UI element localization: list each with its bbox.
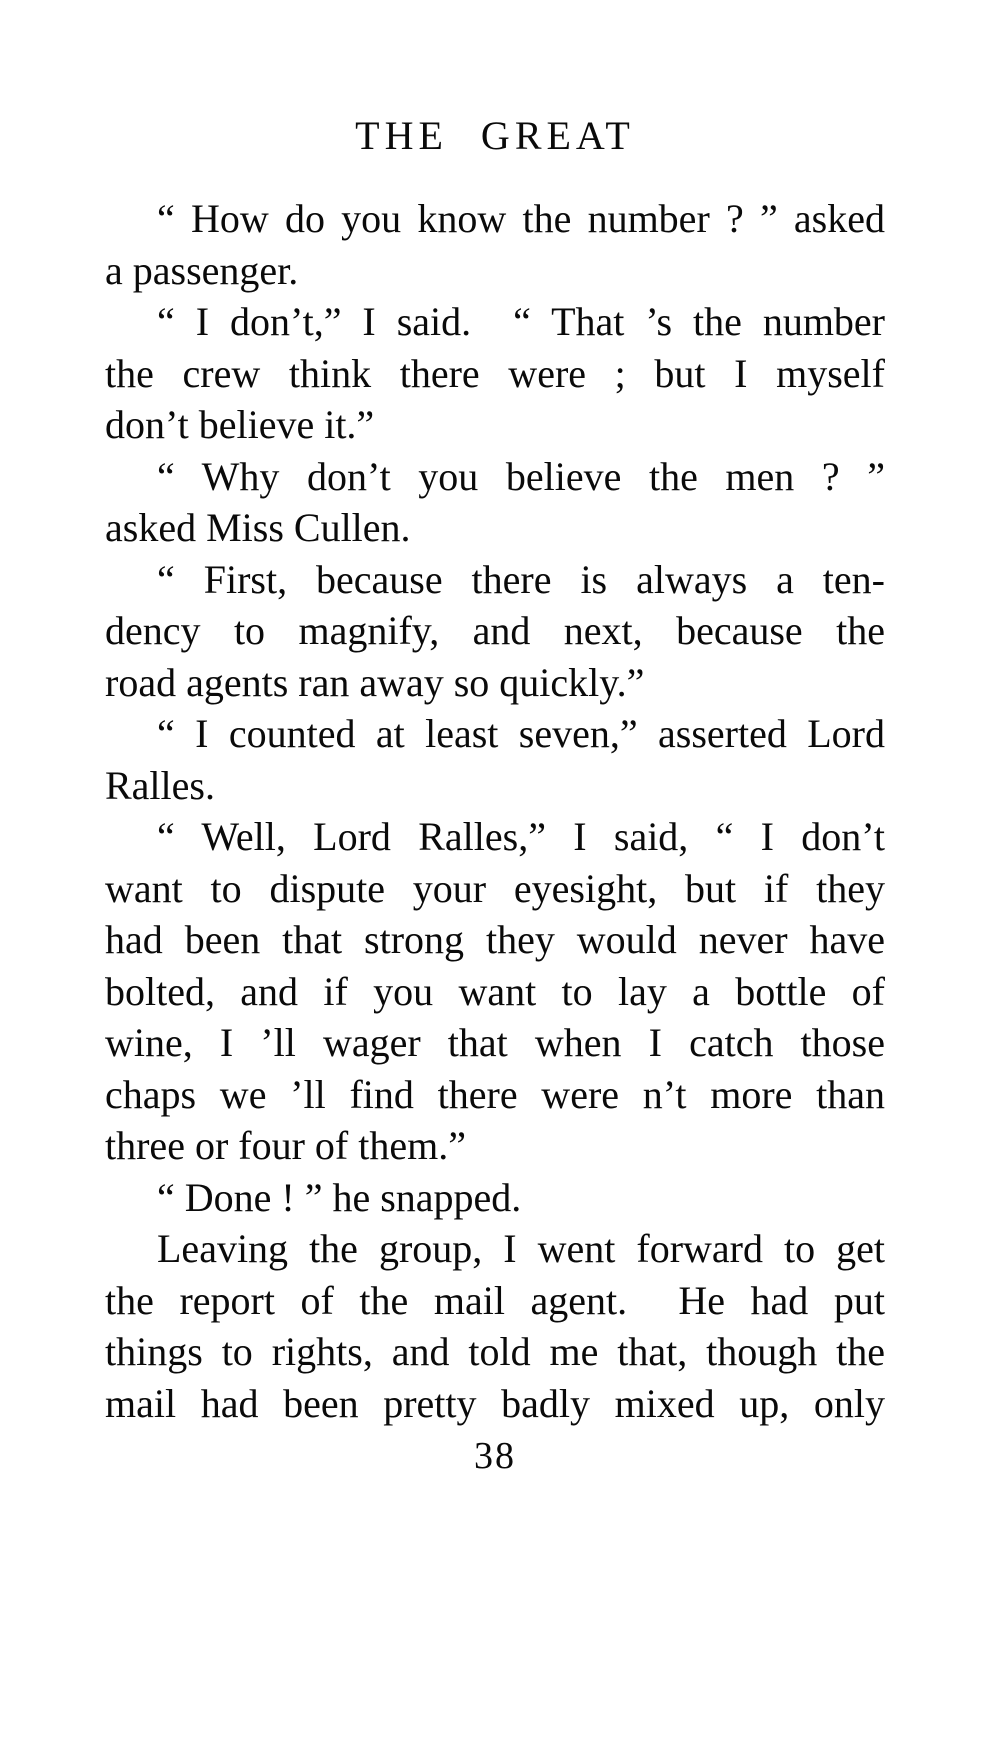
text-line: “ Why don’t you believe the men ? ” <box>157 453 885 499</box>
text-line: Leaving the group, I went forward to get <box>157 1226 885 1271</box>
text-line: chaps we ’ll find there were n’t more than <box>105 1071 885 1117</box>
text-line: “ Well, Lord Ralles,” I said, “ I don’t <box>157 814 885 859</box>
text-line: dency to magnify, and next, because the <box>105 608 885 653</box>
text-line: had been that strong they would never have <box>105 917 885 962</box>
text-line: road agents ran away so quickly.” <box>105 659 645 705</box>
text-line: three or four of them.” <box>105 1123 466 1168</box>
text-line: “ First, because there is always a ten- <box>157 556 885 602</box>
text-line: a passenger. <box>105 247 299 293</box>
text-line: “ Done ! ” he snapped. <box>157 1174 522 1220</box>
text-line: things to rights, and told me that, though the <box>105 1329 885 1374</box>
text-line: don’t believe it.” <box>105 402 375 447</box>
text-line: “ I don’t,” I said. “ That ’s the number <box>157 299 885 344</box>
text-line: bolted, and if you want to lay a bottle of <box>105 968 885 1014</box>
text-line: Ralles. <box>105 762 215 808</box>
text-line: mail had been pretty badly mixed up, only <box>105 1380 885 1426</box>
text-line: “ How do you know the number ? ” asked <box>157 196 885 241</box>
text-line: asked Miss Cullen. <box>105 505 411 550</box>
text-line: the crew think there were ; but I myself <box>105 350 885 396</box>
page-number: 38 <box>474 1435 516 1477</box>
body-text <box>105 193 885 1429</box>
text-line: want to dispute your eyesight, but if they <box>105 865 885 911</box>
text-line: “ I counted at least seven,” asserted Lord <box>157 711 885 756</box>
text-line: the report of the mail agent. He had put <box>105 1277 885 1323</box>
running-header: THE GREAT <box>355 113 635 158</box>
text-line: wine, I ’ll wager that when I catch those <box>105 1020 885 1065</box>
